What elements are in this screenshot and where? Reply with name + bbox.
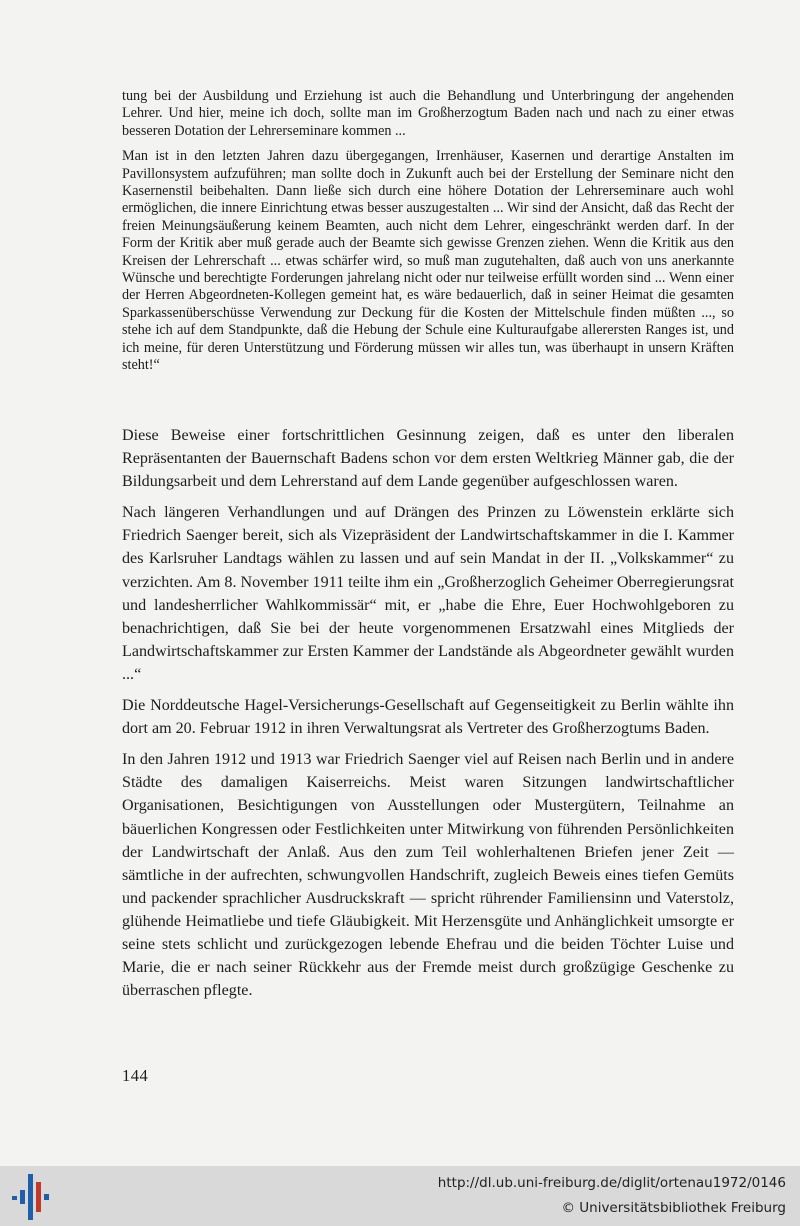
- body-paragraph-3: Die Norddeutsche Hagel-Versicherungs-Gesellschaft auf Gegenseitigkeit zu Berlin wählte ihn dort am 20. Februar 1912 in ihren Verwaltungsrat als Vertreter des Großherzogtums Baden.: [122, 697, 734, 738]
- body-paragraph-1: Diese Beweise einer fortschrittlichen Gesinnung zeigen, daß es unter den liberalen Repräsentanten der Bauernschaft Badens schon vor dem ersten Weltkrieg Männer gab, die der Bildungsarbeit und dem Lehrerstand auf dem Lande gegenüber aufgeschlossen waren.: [122, 427, 734, 491]
- viewer-footer: [0, 1166, 800, 1226]
- quote-paragraph-1: tung bei der Ausbildung und Erziehung ist auch die Behandlung und Unterbringung der angehenden Lehrer. Und hier, meine ich doch, sollte man im Großherzogtum Baden nach und nach zu einer etwas besseren Dotation der Lehrerseminare kommen ...: [122, 88, 734, 139]
- body-text: [122, 424, 734, 1010]
- permalink-url[interactable]: http://dl.ub.uni-freiburg.de/diglit/ortenau1972/0146: [437, 1175, 786, 1191]
- body-paragraph-2: Nach längeren Verhandlungen und auf Drängen des Prinzen zu Löwenstein erklärte sich Friedrich Saenger bereit, sich als Vizepräsident der Landwirtschaftskammer in die I. Kammer des Karlsruher Landtags wählen zu lassen und auf sein Mandat in der II. „Volkskammer“ zu verzichten. Am 8. November 1911 teilte ihm ein „Großherzoglich Geheimer Oberregierungsrat und landesherrlicher Wahlkommissär“ mit, er „habe die Ehre, Euer Hochwohlgeboren zu benachrichtigen, daß Sie bei der heute vorgenommenen Ersatzwahl eines Mitglieds der Landwirtschaftskammer zur Ersten Kammer der Landstände als Abgeordneter gewählt wurden ...“: [122, 504, 734, 683]
- quote-paragraph-2: Man ist in den letzten Jahren dazu übergegangen, Irrenhäuser, Kasernen und derartige Anstalten im Pavillonsystem aufzuführen; man sollte doch in Zukunft auch bei der Erstellung der Seminare nicht den Kasernenstil beibehalten. Dann ließe sich durch eine höhere Dotation der Lehrerseminare auch wohl ermöglichen, die innere Einrichtung etwas besser auszugestalten ... Wir sind der Ansicht, daß das Recht der freien Meinungsäußerung keinem Beamten, auch nicht dem Lehrer, eingeschränkt werden darf. In der Form der Kritik aber muß gerade auch der Beamte sich gewisse Grenzen ziehen. Wenn die Kritik aus den Kreisen der Lehrerschaft ... etwas schärfer wird, so muß man zugutehalten, daß auch von uns anerkannte Wünsche und berechtigte Forderungen jahrelang nicht oder nur teilweise erfüllt worden sind ... Wenn einer der Herren Abgeordneten-Kollegen gemeint hat, es wäre bedauerlich, daß in seiner Heimat die gesamten Sparkassenüberschüsse Verwendung zur Deckung für die Kosten der Mittelschule finden müßten ..., so stehe ich auf dem Standpunkte, daß die Hebung der Schule eine Kulturaufgabe allerersten Ranges ist, und ich meine, für deren Unterstützung und Förderung müssen wir alles tun, was überhaupt in unsern Kräften steht!“: [122, 148, 734, 374]
- body-paragraph-4: In den Jahren 1912 und 1913 war Friedrich Saenger viel auf Reisen nach Berlin und in andere Städte des damaligen Kaiserreichs. Meist waren Sitzungen landwirtschaftlicher Organisationen, Besichtigungen von Ausstellungen oder Mustergütern, Teilnahme an bäuerlichen Kongressen oder Festlichkeiten unter Mitwirkung von führenden Persönlichkeiten der Landwirtschaft der Anlaß. Aus den zum Teil wohlerhaltenen Briefen jener Zeit — sämtliche in der aufrechten, schwungvollen Handschrift, zugleich Beweis eines tiefen Gemüts und packender sprachlicher Ausdruckskraft — spricht rührender Familiensinn und Vaterstolz, glühende Heimatliebe und tiefe Gläubigkeit. Mit Herzensgüte und Anhänglichkeit umsorgte er seine stets schlicht und zurückgezogen lebende Ehefrau und die beiden Töchter Luise und Marie, die er nach seiner Rückkehr aus der Fremde meist durch großzügige Geschenke zu überraschen pflegte.: [122, 751, 734, 1000]
- logo-graphic: [8, 1172, 52, 1222]
- ub-freiburg-logo-icon[interactable]: [8, 1172, 52, 1222]
- page-number: 144: [122, 1066, 149, 1085]
- copyright-notice: © Universitätsbibliothek Freiburg: [561, 1200, 786, 1216]
- quoted-speech-block: [122, 88, 734, 383]
